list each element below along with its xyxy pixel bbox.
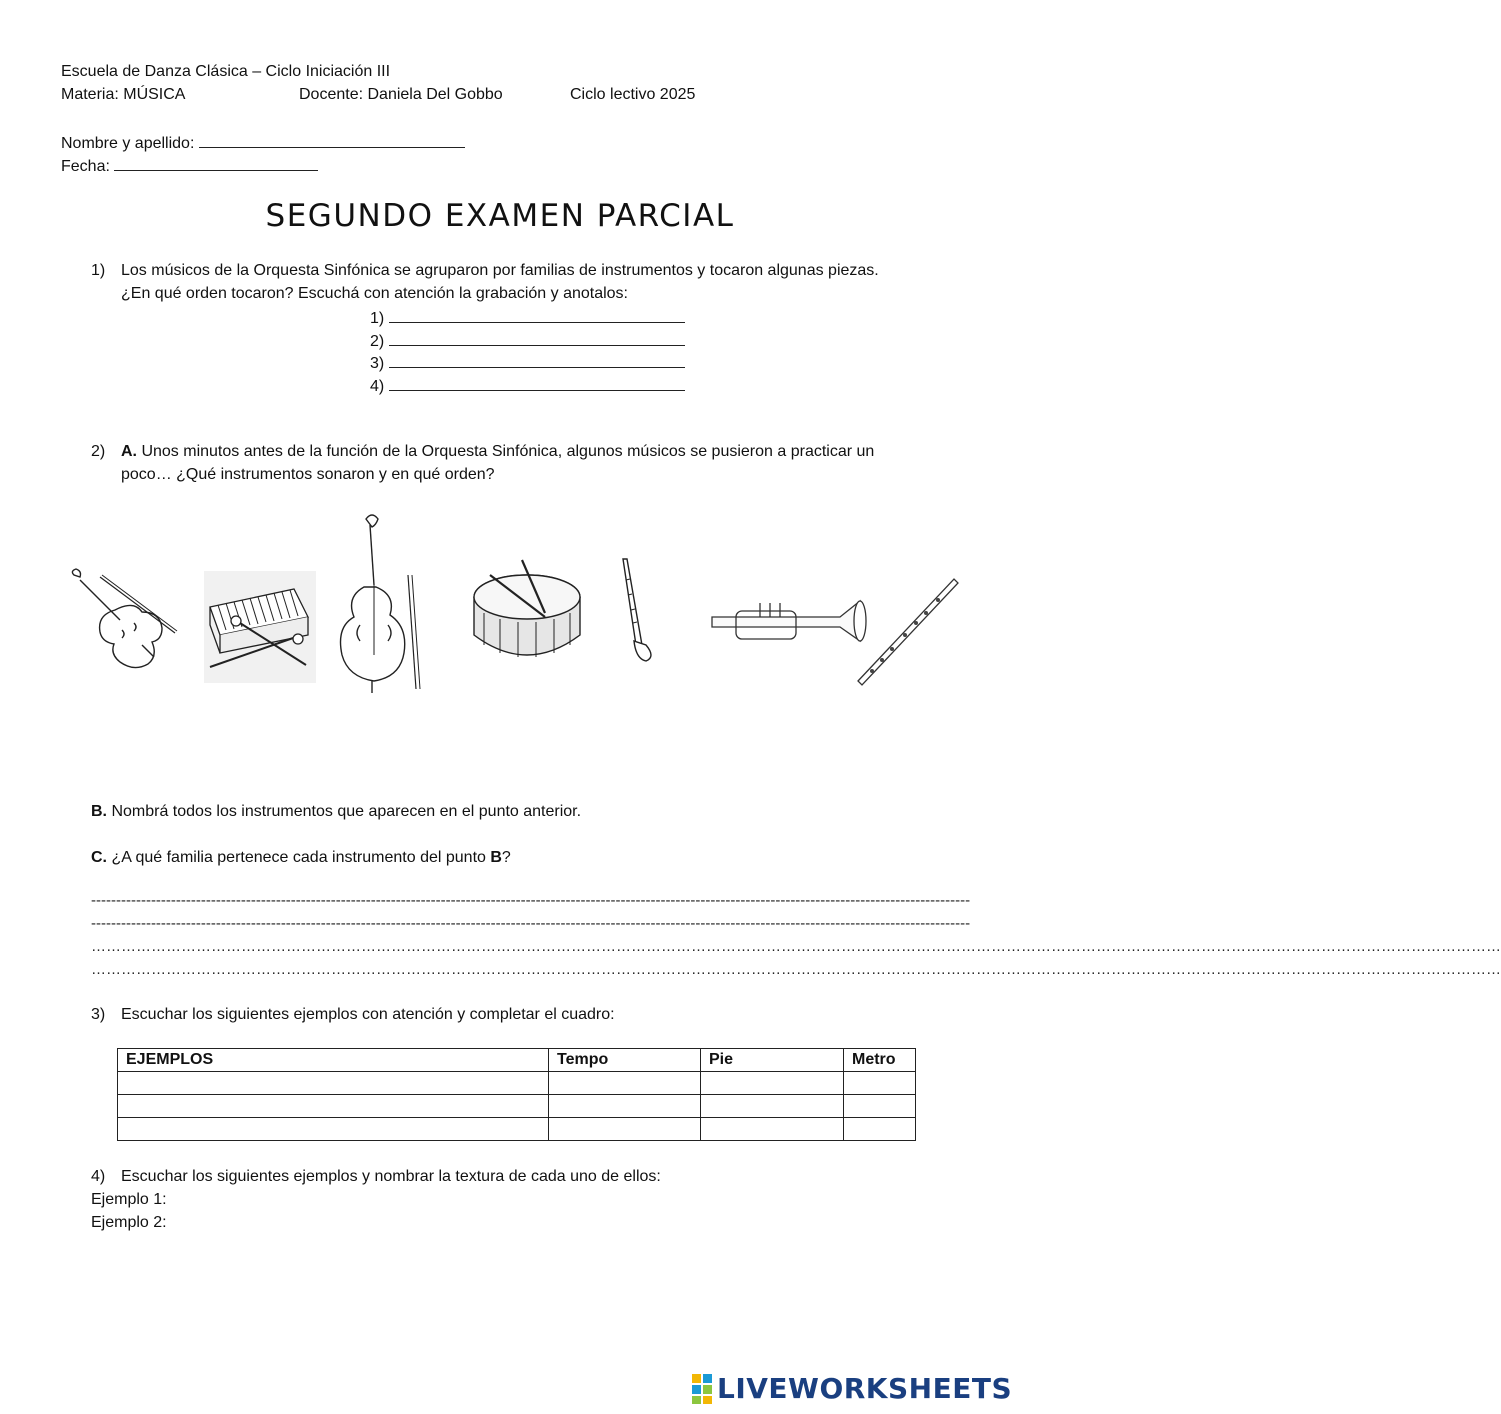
q2b-question: Nombrá todos los instrumentos que aparecen en el punto anterior. (111, 803, 582, 820)
liveworksheets-brand: LIVEWORKSHEETS (717, 1372, 1013, 1405)
q2c-question-end: ? (501, 849, 511, 866)
col-ejemplos: EJEMPLOS (118, 1049, 549, 1072)
table-cell[interactable] (118, 1118, 549, 1141)
table-cell[interactable] (549, 1072, 701, 1095)
school-name: Escuela de Danza Clásica – Ciclo Iniciación III (61, 63, 391, 80)
answer-line-dotted-2[interactable]: ………………………………………………………………………………………………………………………………………………………………………………………………………………………………………………………… (91, 961, 1501, 978)
table-row (118, 1072, 916, 1095)
q1-answer-1[interactable] (370, 307, 685, 328)
q2c-question: ¿A qué familia pertenece cada instrumento del punto (111, 849, 486, 866)
q2b-label: B. (91, 803, 107, 820)
name-answer-line[interactable] (199, 132, 465, 148)
liveworksheets-logo (692, 1372, 1012, 1405)
table-cell[interactable] (118, 1072, 549, 1095)
table-cell[interactable] (844, 1095, 916, 1118)
xylophone-icon (204, 571, 316, 683)
q4-text: Escuchar los siguientes ejemplos y nombrar la textura de cada uno de ellos: (121, 1168, 661, 1185)
table-header-row (118, 1049, 916, 1072)
q1-answer-line[interactable] (389, 352, 685, 368)
q1-answer-line[interactable] (389, 307, 685, 323)
table-cell[interactable] (118, 1095, 549, 1118)
q2a-text-line1 (121, 443, 874, 461)
table-row (118, 1118, 916, 1141)
subject: Materia: MÚSICA (61, 86, 186, 103)
trumpet-icon (712, 601, 866, 641)
table-row (118, 1095, 916, 1118)
q1-answer-2[interactable] (370, 330, 685, 351)
table-cell[interactable] (844, 1118, 916, 1141)
q2a-text-line2: poco… ¿Qué instrumentos sonaron y en qué orden? (121, 466, 495, 483)
answer-line-dashed-2[interactable]: -------------------------------------------------------------------------------------------------------------------------------------------------------------------------------- (91, 915, 971, 932)
liveworksheets-blocks-icon (692, 1374, 714, 1404)
school-year: Ciclo lectivo 2025 (570, 86, 696, 103)
date-answer-line[interactable] (114, 155, 318, 171)
clarinet-icon (623, 559, 651, 661)
q2b-text (91, 803, 581, 821)
table-cell[interactable] (701, 1118, 844, 1141)
col-pie: Pie (701, 1049, 844, 1072)
col-metro: Metro (844, 1049, 916, 1072)
teacher: Docente: Daniela Del Gobbo (299, 86, 503, 103)
q1-item-number: 1) (370, 310, 385, 327)
q2c-label: C. (91, 849, 107, 866)
q1-item-number: 3) (370, 355, 385, 372)
table-cell[interactable] (549, 1095, 701, 1118)
table-cell[interactable] (701, 1095, 844, 1118)
table-cell[interactable] (844, 1072, 916, 1095)
q1-answer-4[interactable] (370, 375, 685, 396)
page-title: SEGUNDO EXAMEN PARCIAL (265, 198, 735, 234)
table-cell[interactable] (549, 1118, 701, 1141)
q2a-text: Unos minutos antes de la función de la Orquesta Sinfónica, algunos músicos se pusieron a practicar un (141, 443, 875, 460)
name-field[interactable] (61, 132, 465, 153)
q1-item-number: 2) (370, 333, 385, 350)
name-label: Nombre y apellido: (61, 135, 195, 152)
q1-text-line1: Los músicos de la Orquesta Sinfónica se agruparon por familias de instrumentos y tocaron algunas piezas. (121, 262, 879, 279)
date-field[interactable] (61, 155, 318, 176)
answer-line-dashed-1[interactable]: -------------------------------------------------------------------------------------------------------------------------------------------------------------------------------- (91, 892, 971, 909)
snare-drum-icon (474, 560, 580, 657)
q1-answer-line[interactable] (389, 330, 685, 346)
q4-number: 4) (91, 1168, 106, 1185)
answer-line-dotted-1[interactable]: ………………………………………………………………………………………………………………………………………………………………………………………………………………………………………………………… (91, 938, 1501, 955)
double-bass-icon (341, 515, 421, 693)
q3-text: Escuchar los siguientes ejemplos con atención y completar el cuadro: (121, 1006, 615, 1023)
q1-item-number: 4) (370, 378, 385, 395)
instruments-row (60, 505, 970, 700)
q2-number: 2) (91, 443, 106, 460)
q1-number: 1) (91, 262, 106, 279)
date-label: Fecha: (61, 158, 110, 175)
violin-icon (72, 569, 177, 668)
q2c-text (91, 849, 511, 867)
q4-example-2: Ejemplo 2: (91, 1214, 167, 1231)
q2a-label: A. (121, 443, 137, 460)
q1-answer-3[interactable] (370, 352, 685, 373)
q4-example-1: Ejemplo 1: (91, 1191, 167, 1208)
q3-number: 3) (91, 1006, 106, 1023)
q1-text-line2: ¿En qué orden tocaron? Escuchá con atención la grabación y anotalos: (121, 285, 628, 302)
q2c-ref: B (490, 849, 502, 866)
examples-table (117, 1048, 916, 1141)
flute-icon (858, 579, 958, 685)
col-tempo: Tempo (549, 1049, 701, 1072)
q1-answer-line[interactable] (389, 375, 685, 391)
table-cell[interactable] (701, 1072, 844, 1095)
